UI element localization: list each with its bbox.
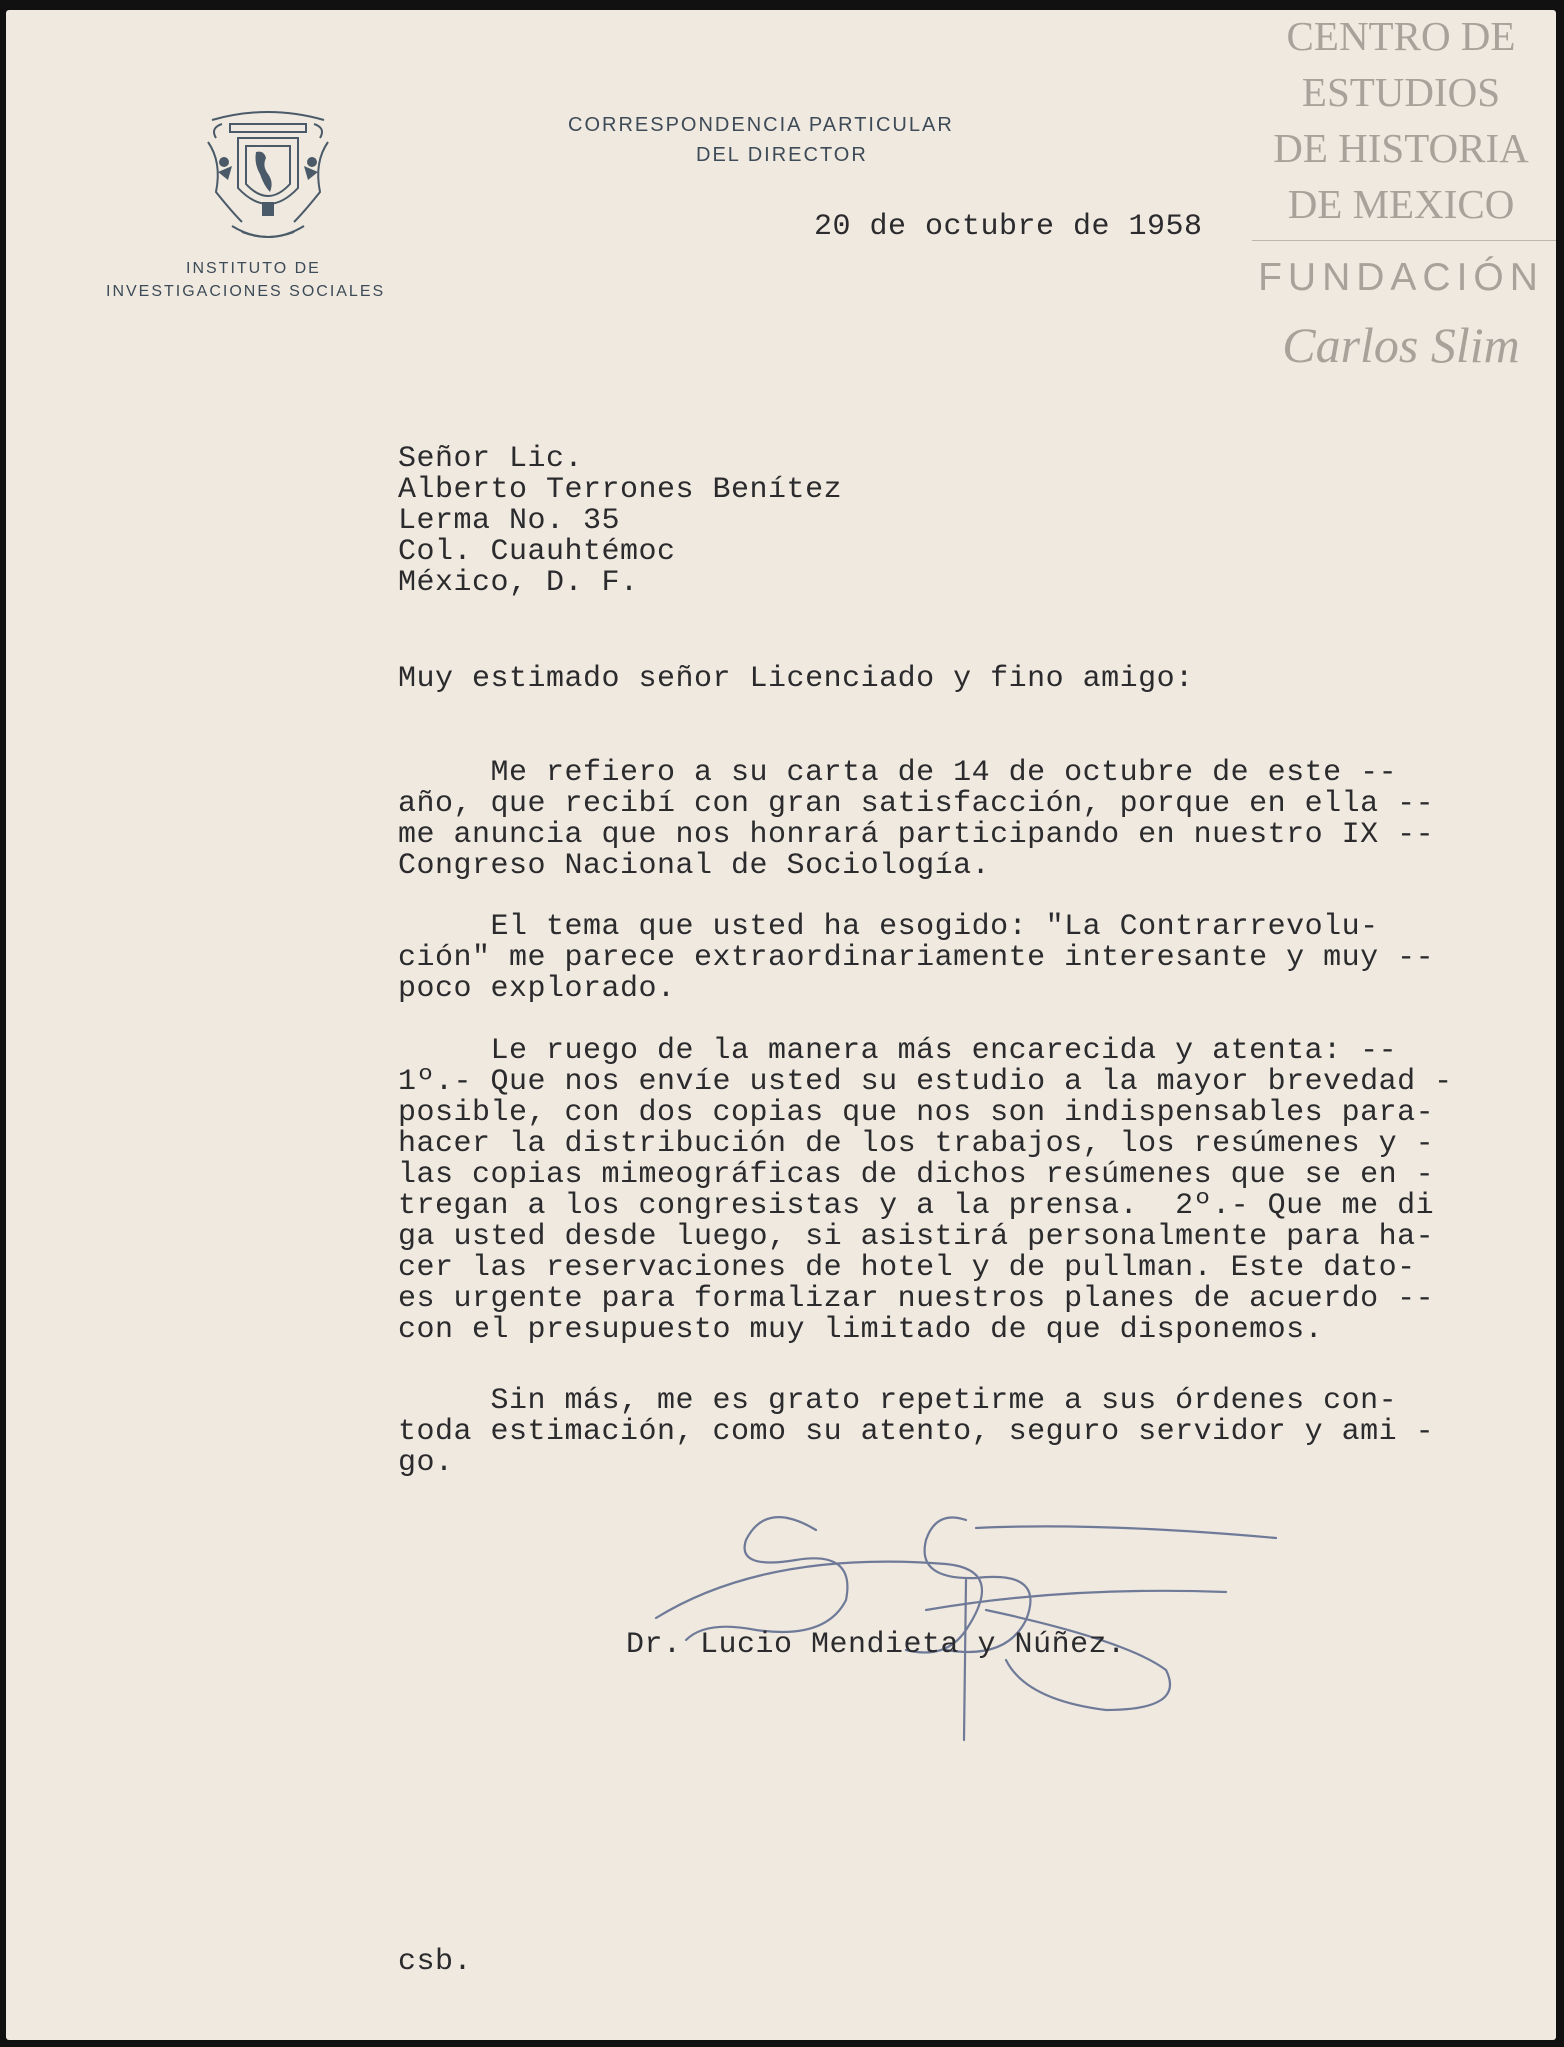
recipient-line1: Señor Lic. [398,442,584,476]
body-line: hacer la distribución de los trabajos, los resúmenes y - [398,1127,1435,1161]
body-line: tregan a los congresistas y a la prensa. 2º.- Que me di [398,1189,1435,1223]
body-line: año, que recibí con gran satisfacción, porque en ella -- [398,787,1435,821]
body-line: Sin más, me es grato repetirme a sus órdenes con- [398,1384,1398,1418]
body-line: El tema que usted ha esogido: "La Contrarrevolu- [398,910,1379,944]
watermark-line6: Carlos Slim [1282,317,1520,373]
body-line: 1º.- Que nos envíe usted su estudio a la mayor brevedad - [398,1065,1453,1099]
letterhead-heading-line2: DEL DIRECTOR [696,144,868,166]
body-line: las copias mimeográficas de dichos resúmenes que se en - [398,1158,1435,1192]
watermark-line4: DE MEXICO [1287,181,1515,227]
letterhead-heading-line1: CORRESPONDENCIA PARTICULAR [568,114,954,136]
body-line: con el presupuesto muy limitado de que disponemos. [398,1313,1324,1347]
watermark-line2: ESTUDIOS [1301,69,1501,115]
institute-name-line1: INSTITUTO DE [186,260,321,277]
recipient-line4: Col. Cuauhtémoc [398,535,676,569]
body-line: toda estimación, como su atento, seguro servidor y ami - [398,1415,1435,1449]
recipient-line2: Alberto Terrones Benítez [398,473,843,507]
body-line: poco explorado. [398,972,676,1006]
body-line: cer las reservaciones de hotel y de pullman. Este dato- [398,1251,1416,1285]
body-line: Le ruego de la manera más encarecida y atenta: -- [398,1034,1398,1068]
institute-name-line2: INVESTIGACIONES SOCIALES [106,283,386,300]
body-line: ga usted desde luego, si asistirá personalmente para ha- [398,1220,1435,1254]
letter-date: 20 de octubre de 1958 [814,210,1203,244]
body-line: posible, con dos copias que nos son indispensables para- [398,1096,1435,1130]
unam-crest-icon [202,102,334,252]
watermark-line5: FUNDACIÓN [1258,256,1544,299]
signatory-name: Dr. Lucio Mendieta y Núñez. [626,1628,1126,1662]
body-line: Me refiero a su carta de 14 de octubre de este -- [398,756,1398,790]
body-line: es urgente para formalizar nuestros planes de acuerdo -- [398,1282,1435,1316]
recipient-line5: México, D. F. [398,566,639,600]
body-line: me anuncia que nos honrará participando en nuestro IX -- [398,818,1435,852]
body-line: ción" me parece extraordinariamente interesante y muy -- [398,941,1435,975]
body-line: Congreso Nacional de Sociología. [398,849,991,883]
watermark-line1: CENTRO DE [1286,13,1516,59]
letter-paper [6,10,1556,2040]
watermark-divider [1252,240,1556,241]
body-line: go. [398,1446,454,1480]
typist-initials: csb. [398,1945,473,1979]
watermark [1246,10,1556,400]
salutation: Muy estimado señor Licenciado y fino amigo: [398,662,1194,696]
watermark-line3: DE HISTORIA [1273,125,1529,171]
recipient-line3: Lerma No. 35 [398,504,621,538]
